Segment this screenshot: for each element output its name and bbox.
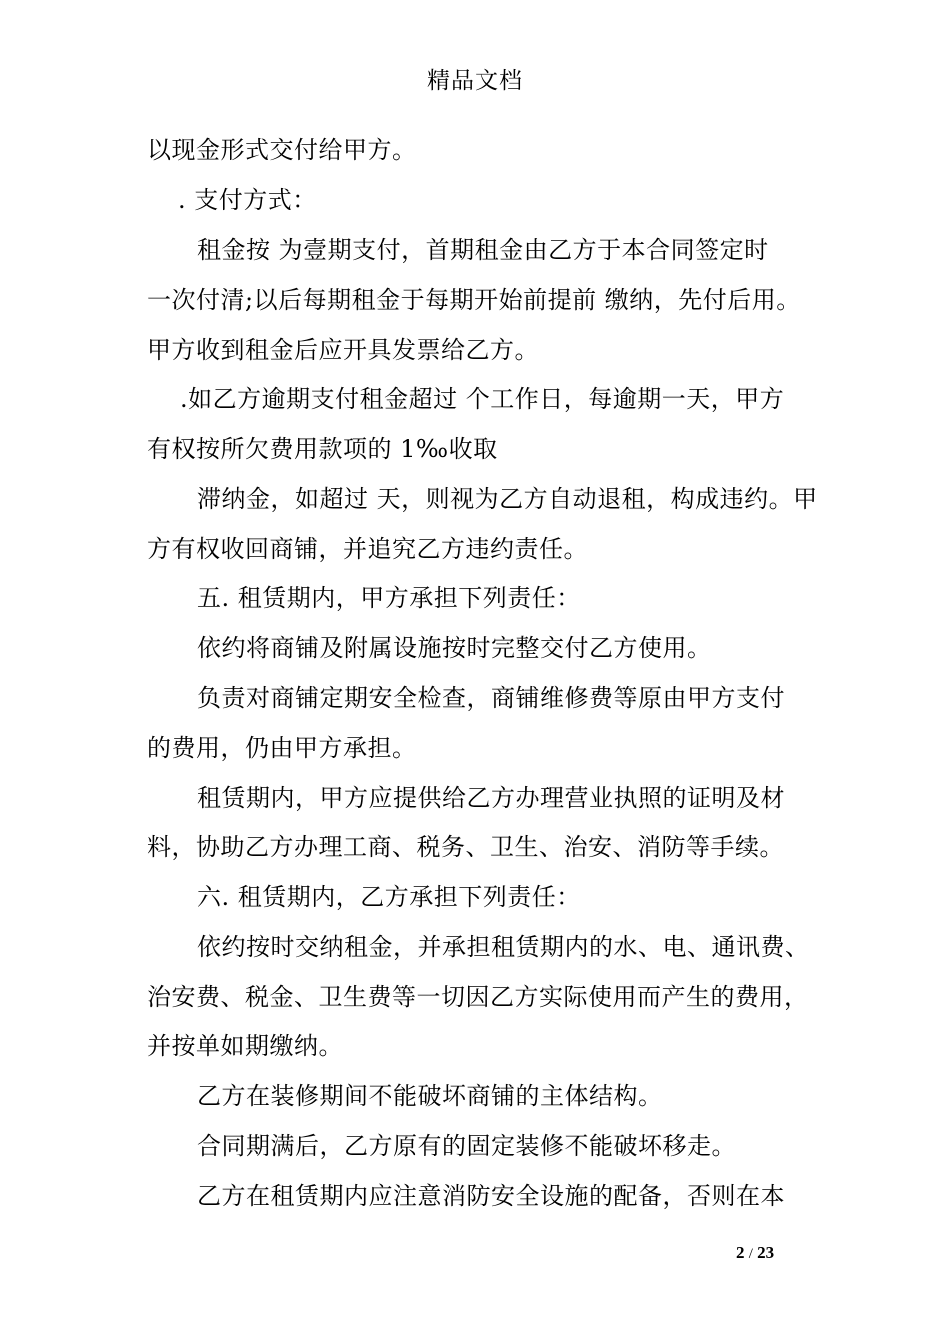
body-line: 依约按时交纳租金，并承担租赁期内的水、电、通讯费、 — [197, 933, 810, 961]
body-line: .如乙方逾期支付租金超过 个工作日，每逾期一天，甲方 — [180, 385, 785, 413]
current-page-number: 2 — [736, 1243, 745, 1262]
body-line: 治安费、税金、卫生费等一切因乙方实际使用而产生的费用， — [147, 983, 809, 1011]
body-line: 方有权收回商铺，并追究乙方违约责任。 — [147, 535, 588, 563]
section-heading: 六. 租赁期内，乙方承担下列责任： — [197, 883, 581, 911]
body-line: 甲方收到租金后应开具发票给乙方。 — [147, 336, 539, 364]
body-line: 乙方在装修期间不能破坏商铺的主体结构。 — [197, 1082, 663, 1110]
body-line: 有权按所欠费用款项的 1‰收取 — [147, 435, 498, 463]
body-line: 滞纳金，如超过 天，则视为乙方自动退租，构成违约。甲 — [197, 485, 818, 513]
body-line: 租金按 为壹期支付，首期租金由乙方于本合同签定时 — [197, 236, 769, 264]
body-line: 乙方在租赁期内应注意消防安全设施的配备，否则在本 — [197, 1182, 785, 1210]
body-line: 依约将商铺及附属设施按时完整交付乙方使用。 — [197, 634, 712, 662]
body-line: 负责对商铺定期安全检查，商铺维修费等原由甲方支付 — [197, 684, 785, 712]
page-separator: / — [748, 1246, 753, 1262]
body-line: 的费用，仍由甲方承担。 — [147, 734, 417, 762]
body-line: 料，协助乙方办理工商、税务、卫生、治安、消防等手续。 — [147, 833, 784, 861]
total-page-count: 23 — [757, 1243, 775, 1262]
body-line: 合同期满后，乙方原有的固定装修不能破坏移走。 — [197, 1132, 736, 1160]
body-line: 并按单如期缴纳。 — [147, 1032, 343, 1060]
page-number — [736, 1242, 774, 1265]
section-heading: 五. 租赁期内，甲方承担下列责任： — [197, 584, 581, 612]
body-line: 一次付清;以后每期租金于每期开始前提前 缴纳，先付后用。 — [147, 286, 801, 314]
page-header: 精品文档 — [427, 68, 523, 94]
body-line: . 支付方式： — [178, 186, 317, 214]
body-line: 租赁期内，甲方应提供给乙方办理营业执照的证明及材 — [197, 784, 785, 812]
body-line: 以现金形式交付给甲方。 — [147, 136, 417, 164]
